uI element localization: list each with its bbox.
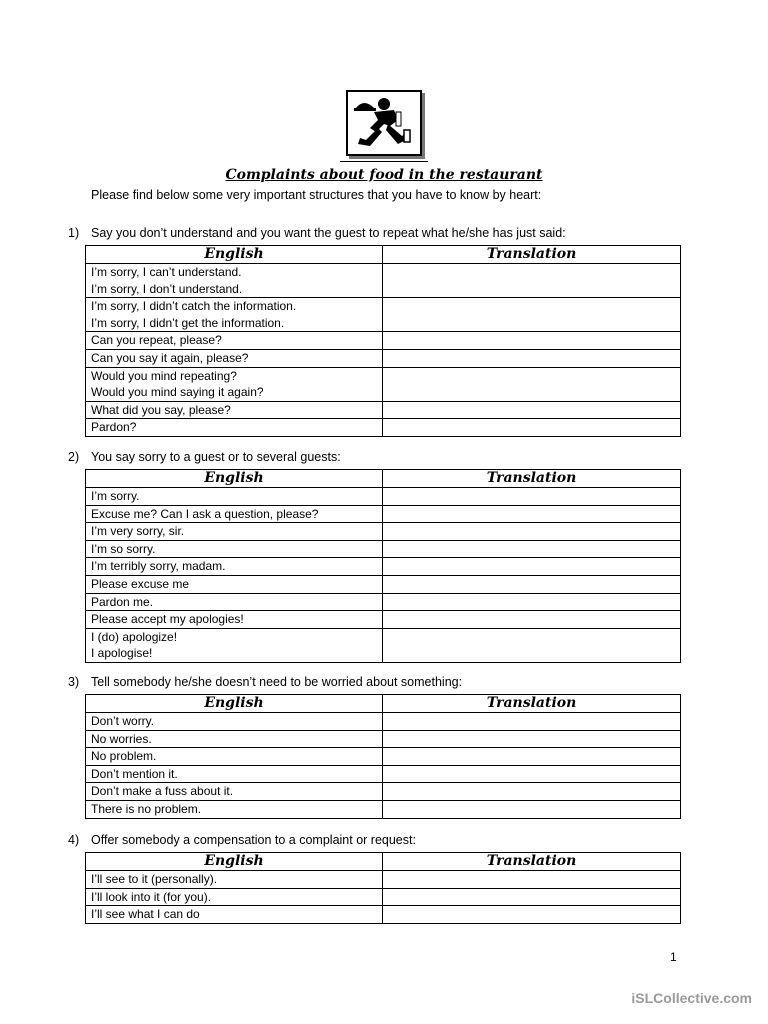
english-cell: Can you repeat, please? [86,332,383,350]
english-cell: I’ll look into it (for you). [86,888,383,906]
english-cell: No problem. [86,748,383,766]
translation-cell[interactable] [383,765,681,783]
english-cell [86,298,383,332]
translation-cell[interactable] [383,505,681,523]
section-3-table [85,694,681,819]
table-row [86,871,681,889]
translation-cell[interactable] [383,611,681,629]
english-cell: No worries. [86,730,383,748]
english-cell: There is no problem. [86,800,383,818]
english-cell: What did you say, please? [86,401,383,419]
page-number: 1 [670,950,677,964]
translation-cell[interactable] [383,349,681,367]
table-row [86,611,681,629]
table-row [86,783,681,801]
section-number: 3) [68,675,80,689]
table-row [86,332,681,350]
table-row [86,298,681,332]
document-title: Complaints about food in the restaurant [225,167,543,183]
section-2-heading [68,450,341,464]
table-row [86,800,681,818]
section-2-table [85,469,681,663]
table-row [86,401,681,419]
table-row [86,628,681,662]
waiter-logo [346,90,422,156]
table-row [86,419,681,437]
english-cell [86,367,383,401]
english-cell [86,628,383,662]
section-3-heading [68,675,462,689]
translation-cell[interactable] [383,367,681,401]
english-cell: I’m so sorry. [86,540,383,558]
english-cell: I’ll see to it (personally). [86,871,383,889]
section-4-heading [68,833,416,847]
translation-cell[interactable] [383,523,681,541]
translation-cell[interactable] [383,540,681,558]
table-row [86,558,681,576]
site-watermark: iSLCollective.com [631,990,752,1006]
english-cell: Pardon? [86,419,383,437]
translation-cell[interactable] [383,298,681,332]
section-heading-text: Tell somebody he/she doesn’t need to be worried about something: [91,675,463,689]
english-cell: Don’t make a fuss about it. [86,783,383,801]
table-row [86,730,681,748]
phrase: Would you mind saying it again? [91,385,264,400]
table-row [86,888,681,906]
table-row [86,540,681,558]
phrase: Would you mind repeating? [91,368,237,383]
english-cell: I’m very sorry, sir. [86,523,383,541]
english-cell: Please excuse me [86,575,383,593]
table-row [86,523,681,541]
translation-column-header: Translation [383,853,681,871]
translation-cell[interactable] [383,575,681,593]
english-column-header: English [86,470,383,488]
phrase: I’m sorry, I don’t understand. [91,281,243,296]
english-cell: Please accept my apologies! [86,611,383,629]
translation-cell[interactable] [383,783,681,801]
table-row [86,765,681,783]
table-row [86,505,681,523]
section-number: 4) [68,833,80,847]
english-cell: Pardon me. [86,593,383,611]
table-row [86,906,681,924]
english-cell: I’m terribly sorry, madam. [86,558,383,576]
translation-cell[interactable] [383,888,681,906]
english-cell: Don’t worry. [86,713,383,731]
translation-cell[interactable] [383,419,681,437]
translation-cell[interactable] [383,748,681,766]
translation-cell[interactable] [383,558,681,576]
table-row [86,575,681,593]
translation-cell[interactable] [383,730,681,748]
section-heading-text: Say you don’t understand and you want the guest to repeat what he/she has just said: [91,226,566,240]
translation-cell[interactable] [383,800,681,818]
translation-column-header: Translation [383,695,681,713]
table-row [86,593,681,611]
english-cell [86,264,383,298]
translation-cell[interactable] [383,871,681,889]
section-1-heading [68,226,566,240]
phrase: I’m sorry, I didn’t get the information. [91,315,285,330]
table-row [86,713,681,731]
translation-cell[interactable] [383,628,681,662]
translation-column-header: Translation [383,470,681,488]
english-cell: Excuse me? Can I ask a question, please? [86,505,383,523]
english-cell: I’m sorry. [86,488,383,506]
translation-cell[interactable] [383,401,681,419]
english-column-header: English [86,695,383,713]
english-cell: I’ll see what I can do [86,906,383,924]
table-row [86,748,681,766]
phrase: I apologise! [91,646,153,661]
translation-cell[interactable] [383,488,681,506]
section-number: 2) [68,450,80,464]
phrase: I (do) apologize! [91,629,178,644]
english-column-header: English [86,246,383,264]
section-1-table [85,245,681,437]
section-heading-text: Offer somebody a compensation to a complaint or request: [91,833,416,847]
intro-text: Please find below some very important structures that you have to know by heart: [91,188,542,202]
translation-cell[interactable] [383,713,681,731]
table-row [86,367,681,401]
english-cell: Can you say it again, please? [86,349,383,367]
section-heading-text: You say sorry to a guest or to several guests: [91,450,341,464]
table-row [86,488,681,506]
running-waiter-icon [348,92,420,154]
translation-cell[interactable] [383,593,681,611]
translation-column-header: Translation [383,246,681,264]
translation-cell[interactable] [383,264,681,298]
phrase: I’m sorry, I can’t understand. [91,265,242,279]
english-cell: Don’t mention it. [86,765,383,783]
phrase: I’m sorry, I didn’t catch the information. [91,299,297,314]
section-number: 1) [68,226,80,240]
table-row [86,349,681,367]
translation-cell[interactable] [383,906,681,924]
table-row [86,264,681,298]
section-4-table [85,852,681,924]
english-column-header: English [86,853,383,871]
translation-cell[interactable] [383,332,681,350]
logo-divider [340,161,428,162]
